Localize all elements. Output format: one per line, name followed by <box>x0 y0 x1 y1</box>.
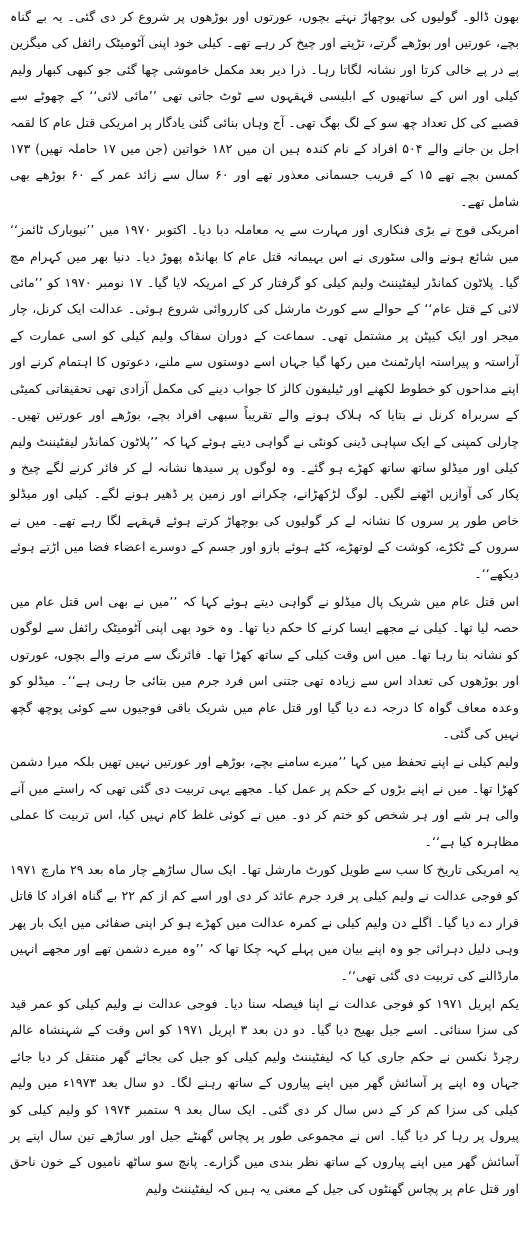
article-paragraph: یکم اپریل ۱۹۷۱ کو فوجی عدالت نے اپنا فیصلہ سنا دیا۔ فوجی عدالت نے ولیم کیلی کو عمر قید کی سزا سنائی۔ اسے جیل بھیج دیا گیا۔ دو دن بعد ۳ اپریل ۱۹۷۱ کو اس وقت کے شہنشاہ عالم رچرڈ نکسن نے حکم جاری کیا کہ لیفٹیننٹ ولیم کیلی کو جیل کی بجائے گھر منتقل کر دیا جائے جہاں وہ اپنے پر آسائش گھر میں اپنے پیاروں کے ساتھ رہنے لگا۔ دو سال بعد ۱۹۷۳ء میں ولیم کیلی کی سزا کم کر کے دس سال کر دی گئی۔ ایک سال بعد ۹ ستمبر ۱۹۷۴ کو ولیم کیلی کو پیرول پر رہا کر دیا گیا۔ اس نے مجموعی طور پر پچاس گھنٹے جیل اور ساڑھے تین سال اپنے پر آسائش گھر میں اپنے پیاروں کے ساتھ نظر بندی میں گزارے۔ پانچ سو ساٹھ نامیوں کے خون ناحق اور قتل عام پر پچاس گھنٹوں کی جیل کے معنی یہ ہیں کہ لیفٹیننٹ ولیم <box>10 996 520 1196</box>
article-paragraph: اس قتل عام میں شریک پال میڈلو نے گواہی دیتے ہوئے کہا کہ ’’میں نے بھی اس قتل عام میں حصہ لیا تھا۔ کیلی نے مجھے ایسا کرنے کا حکم دیا تھا۔ وہ خود بھی اپنی آٹومیٹک رائفل سے لوگوں کو نشانہ بنا رہا تھا۔ میں اس وقت کیلی کے ساتھ کھڑا تھا۔ فائرنگ سے مرنے والے بچوں، عورتوں اور بوڑھوں کی تعداد اس سے زیادہ تھی جتنی اس فرد جرم میں بتائی جا رہی ہے‘‘۔ میڈلو کو وعدہ معاف گواہ کا درجہ دے دیا گیا اور قتل عام میں شریک باقی فوجیوں سے کوئی پوچھ گچھ نہیں کی گئی۔ <box>10 593 519 741</box>
article-paragraph: بھون ڈالو۔ گولیوں کی بوچھاڑ نہتے بچوں، عورتوں اور بوڑھوں پر شروع کر دی گئی۔ یہ بے گناہ بچے، عورتیں اور بوڑھے گرتے، تڑپتے اور چیخ کر رہے تھے۔ کیلی خود اپنی آٹومیٹک رائفل کی میگزین پے در پے خالی کرتا اور نشانہ لگاتا رہا۔ ذرا دیر بعد مکمل خاموشی چھا گئی جو کبھی کبھار ولیم کیلی اور اس کے ساتھیوں کے ابلیسی قہقہوں سے ٹوٹ جاتی تھی ’’مائی لائی‘‘ کے چھوٹے سے قصبے کی کل تعداد چھ سو کے لگ بھگ تھی۔ آج وہاں بنائی گئی یادگار پر امریکی قتل عام کا لقمہ اجل بن جانے والے ۵۰۴ افراد کے نام کندہ ہیں ان میں ۱۸۲ خواتین (جن میں ۱۷ حاملہ تھیں) ۱۷۳ کمسن بچے تھے ۱۵ کے قریب جسمانی معذور تھے اور ۶۰ سال سے زائد عمر کے ۶۰ بوڑھے بھی شامل تھے۔ <box>10 9 519 209</box>
article-paragraph: امریکی فوج نے بڑی فنکاری اور مہارت سے یہ معاملہ دبا دیا۔ اکتوبر ۱۹۷۰ میں ’’نیویارک ٹائمز‘‘ میں شائع ہونے والی سٹوری نے اس بہیمانہ قتل عام کا بھانڈہ پھوڑ دیا۔ دنیا بھر میں کہرام مچ گیا۔ پلاٹون کمانڈر لیفٹیننٹ ولیم کیلی کو گرفتار کر کے امریکہ لایا گیا۔ ۱۷ نومبر ۱۹۷۰ کو ’’مائی لائی کے قتل عام‘‘ کے حوالے سے کورٹ مارشل کی کارروائی شروع ہوئی۔ عدالت ایک کرنل، چار میجر اور ایک کیپٹن پر مشتمل تھی۔ سماعت کے دوران سفاک ولیم کیلی کو اسی عمارت کے آراستہ و پیراستہ اپارٹمنٹ میں رکھا گیا جہاں اسے دوستوں سے ملنے، دعوتوں کا اہتمام کرنے اور اپنے مداحوں کو خطوط لکھنے اور ٹیلیفون کالز کا جواب دینے کی مکمل آزادی تھی تحقیقاتی کمیٹی کے سربراہ کرنل نے بتایا کہ ہلاک ہونے والے تقریباً سبھی افراد بچے، بوڑھے اور عورتیں تھیں۔ چارلی کمپنی کے ایک سپاہی ڈینی کونٹی نے گواہی دیتے ہوئے کہا کہ ’’پلاٹون کمانڈر لیفٹیننٹ ولیم کیلی اور میڈلو ساتھ ساتھ کھڑے ہو گئے۔ وہ لوگوں پر سیدھا نشانہ لے کر فائر کرنے لگے چیخ و پکار کی آوازیں اٹھنے لگیں۔ لوگ لڑکھڑانے، چکرانے اور زمین پر ڈھیر ہونے لگے۔ کیلی اور میڈلو خاص طور پر سروں کا نشانہ لے کر گولیوں کی بوچھاڑ کرتے ہوئے قہقہے لگا رہے تھے۔ میں نے سروں کے ٹکڑے، کوشت کے لوتھڑے، کٹے ہوئے بازو اور جسم کے دوسرے اعضاء فضا میں اڑتے ہوئے دیکھے‘‘۔ <box>10 222 520 581</box>
article-paragraph: ولیم کیلی نے اپنے تحفظ میں کہا ’’میرے سامنے بچے، بوڑھے اور عورتیں نہیں تھیں بلکہ میرا دشمن کھڑا تھا۔ میں نے اپنے بڑوں کے حکم پر عمل کیا۔ مجھے یہی تربیت دی گئی تھی کہ راستے میں آنے والی ہر شے اور ہر شخص کو ختم کر دو۔ میں نے کوئی غلط کام نہیں کیا، اس تربیت کا عملی مظاہرہ کیا ہے‘‘۔ <box>10 754 519 849</box>
article-paragraph: یہ امریکی تاریخ کا سب سے طویل کورٹ مارشل تھا۔ ایک سال ساڑھے چار ماہ بعد ۲۹ مارچ ۱۹۷۱ کو فوجی عدالت نے ولیم کیلی پر فرد جرم عائد کر دی اور اسے کم از کم ۲۲ بے گناہ افراد کا قاتل قرار دے دیا گیا۔ اگلے دن ولیم کیلی نے کمرہ عدالت میں کھڑے ہو کر اپنی صفائی میں ایک بار پھر وہی دلیل دہرائی جو وہ اپنے بیان میں پہلے کہہ چکا تھا کہ ’’وہ میرے دشمن تھے اور مجھے انہیں مارڈالنے کی تربیت دی گئی تھی‘‘۔ <box>10 862 519 983</box>
